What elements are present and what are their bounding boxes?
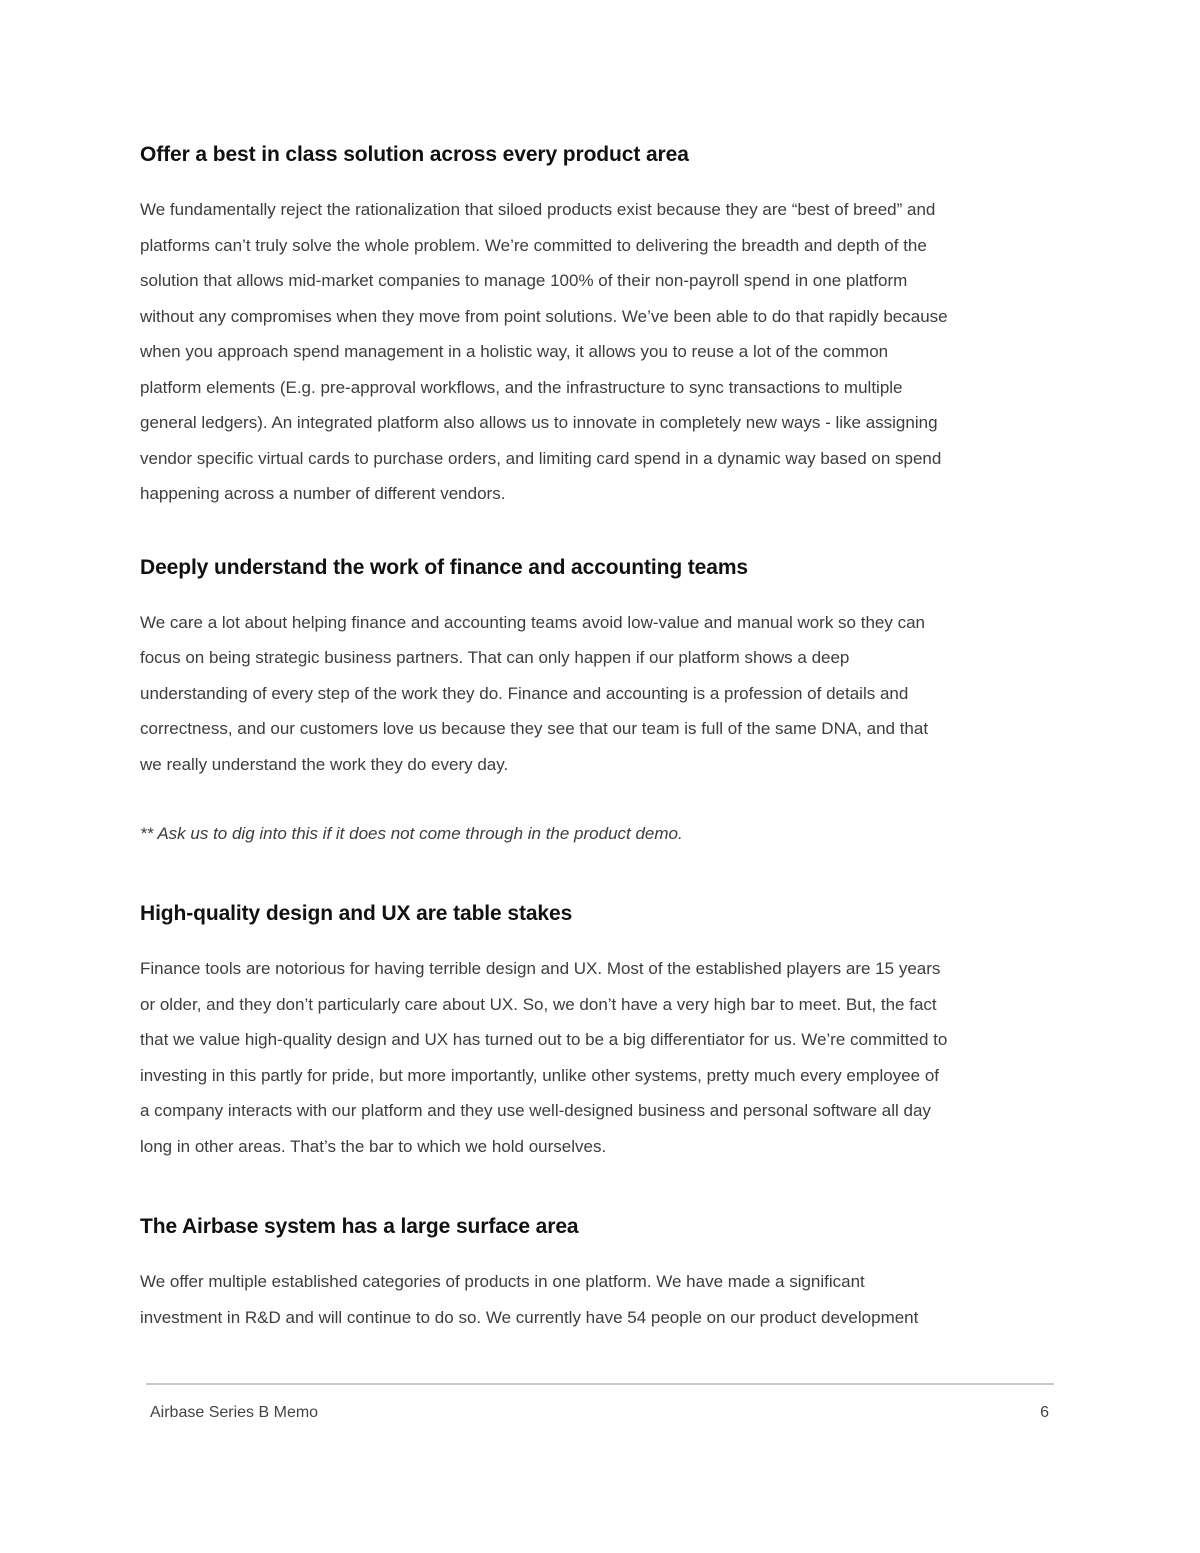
section-heading: The Airbase system has a large surface area [140, 1215, 579, 1238]
section-paragraph [140, 192, 1065, 512]
section-paragraph [140, 1264, 1065, 1335]
paragraph-line: vendor specific virtual cards to purchase orders, and limiting card spend in a dynamic way based on spend [140, 448, 942, 468]
footer-divider [146, 1383, 1054, 1385]
paragraph-line: understanding of every step of the work they do. Finance and accounting is a profession of details and [140, 683, 909, 703]
paragraph-line: correctness, and our customers love us because they see that our team is full of the same DNA, and that [140, 719, 929, 738]
paragraph-line: We care a lot about helping finance and accounting teams avoid low-value and manual work so they can [140, 612, 925, 632]
paragraph-line: platform elements (E.g. pre-approval workflows, and the infrastructure to sync transactions to multiple [140, 377, 903, 397]
section-heading: Deeply understand the work of finance and accounting teams [140, 555, 748, 579]
footer-title: Airbase Series B Memo [150, 1404, 319, 1421]
section-surface-area [140, 1208, 1065, 1335]
paragraph-line: We offer multiple established categories of products in one platform. We have made a significant [140, 1272, 865, 1291]
memo-page-body [140, 136, 1065, 1335]
section-best-in-class [140, 136, 1065, 512]
section-heading: High-quality design and UX are table stakes [140, 902, 573, 925]
paragraph-line: platforms can’t truly solve the whole problem. We’re committed to delivering the breadth and depth of the [140, 235, 927, 255]
paragraph-line: investment in R&D and will continue to do so. We currently have 54 people on our product development [140, 1307, 919, 1327]
paragraph-line: without any compromises when they move from point solutions. We’ve been able to do that rapidly because [140, 306, 948, 326]
paragraph-line: Finance tools are notorious for having terrible design and UX. Most of the established players are 15 years [140, 959, 941, 978]
paragraph-line: a company interacts with our platform and they use well-designed business and personal software all day [140, 1101, 931, 1120]
section-design-ux [140, 895, 1065, 1164]
section-paragraph [140, 951, 1065, 1164]
paragraph-line: we really understand the work they do every day. [140, 754, 509, 774]
paragraph-line: or older, and they don’t particularly care about UX. So, we don’t have a very high bar to meet. But, the fact [140, 994, 937, 1014]
page-number: 6 [1040, 1404, 1049, 1421]
paragraph-line: solution that allows mid-market companies to manage 100% of their non-payroll spend in one platform [140, 271, 908, 290]
paragraph-line: investing in this partly for pride, but more importantly, unlike other systems, pretty much every employee of [140, 1065, 940, 1085]
section-paragraph [140, 605, 1065, 783]
section-finance-accounting [140, 549, 1065, 852]
paragraph-line: focus on being strategic business partners. That can only happen if our platform shows a deep [140, 648, 850, 667]
paragraph-line: long in other areas. That’s the bar to which we hold ourselves. [140, 1136, 607, 1156]
paragraph-line: general ledgers). An integrated platform also allows us to innovate in completely new ways - like assigning [140, 413, 938, 432]
paragraph-line: that we value high-quality design and UX has turned out to be a big differentiator for us. We’re committed to [140, 1030, 948, 1049]
paragraph-line: We fundamentally reject the rationalization that siloed products exist because they are “best of breed” and [140, 200, 936, 219]
paragraph-line: happening across a number of different vendors. [140, 484, 506, 503]
paragraph-line: when you approach spend management in a holistic way, it allows you to reuse a lot of the common [140, 342, 889, 361]
section-heading: Offer a best in class solution across every product area [140, 143, 689, 166]
demo-note: ** Ask us to dig into this if it does not come through in the product demo. [140, 824, 683, 843]
